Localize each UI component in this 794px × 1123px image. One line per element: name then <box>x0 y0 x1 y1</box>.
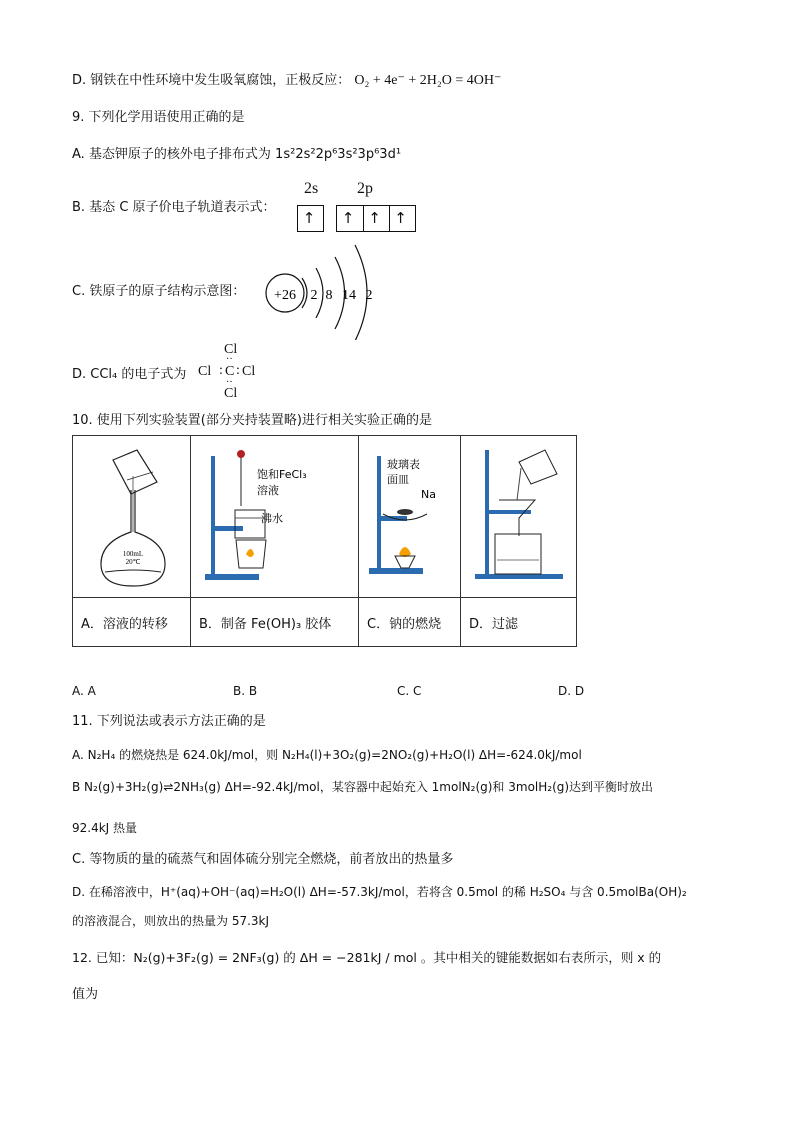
nucleus-charge: +26 <box>274 288 296 303</box>
label-watch-glass-2: 面皿 <box>387 473 409 486</box>
orbital-box-2p <box>336 205 416 232</box>
orbital-2s-label: 2s <box>304 180 319 197</box>
q10-option-d: D. D <box>558 684 585 698</box>
q11-option-d-line1: D. 在稀溶液中，H⁺(aq)+OH⁻(aq)=H₂O(l) ΔH=-57.3kJ/mol，若将含 0.5mol 的稀 H₂SO₄ 与含 0.5molBa(OH)₂ <box>72 885 687 899</box>
experiment-table <box>72 435 577 647</box>
label-watch-glass-1: 玻璃表 <box>387 458 420 471</box>
flask-temp-label: 20℃ <box>125 558 141 566</box>
sodium-combustion-illustration <box>359 436 460 593</box>
q10-option-c: C. C <box>397 684 422 698</box>
q12-stem-line1: 12. 已知：N₂(g)+3F₂(g) = 2NF₃(g) 的 ΔH = −281kJ / mol 。其中相关的键能数据如右表所示，则 x 的 <box>72 950 662 965</box>
q10-option-b: B. B <box>233 684 258 698</box>
q9-option-d-label: D. CCl₄ 的电子式为 <box>72 367 187 382</box>
apparatus-b-cell <box>191 436 359 598</box>
q11-stem: 11. 下列说法或表示方法正确的是 <box>72 714 266 729</box>
apparatus-a-cell <box>73 436 191 598</box>
electron-up-arrow: ↑ <box>363 206 385 231</box>
q11-option-a: A. N₂H₄ 的燃烧热是 624.0kJ/mol，则 N₂H₄(l)+3O₂(g)=2NO₂(g)+H₂O(l) ΔH=-624.0kJ/mol <box>72 748 582 762</box>
apparatus-d-cell <box>461 436 577 598</box>
q9-stem: 9. 下列化学用语使用正确的是 <box>72 110 245 125</box>
shell-electron-count: 8 <box>325 288 333 303</box>
q9-option-b-label: B. 基态 C 原子价电子轨道表示式： <box>72 200 276 215</box>
ccl4-electron-formula: Cl ·· Cl : C : Cl ·· Cl <box>198 342 256 401</box>
apparatus-c-cell <box>359 436 461 598</box>
orbital-box-2s <box>297 205 324 232</box>
q9-option-a: A. 基态钾原子的核外电子排布式为 1s²2s²2p⁶3s²3p⁶3d¹ <box>72 147 402 162</box>
q10-stem: 10. 使用下列实验装置(部分夹持装置略)进行相关实验正确的是 <box>72 413 432 428</box>
shell-electron-count: 14 <box>342 288 356 303</box>
ferric-hydroxide-colloid-illustration <box>191 436 358 593</box>
caption-d: D．过滤 <box>461 598 577 647</box>
q11-option-b-line1: B N₂(g)+3H₂(g)⇌2NH₃(g) ΔH=-92.4kJ/mol，某容器中起始充入 1molN₂(g)和 3molH₂(g)达到平衡时放出 <box>72 780 654 794</box>
q11-option-b-line2: 92.4kJ 热量 <box>72 821 138 835</box>
iron-atom-structure-diagram <box>262 240 382 340</box>
q11-option-d-line2: 的溶液混合，则放出的热量为 57.3kJ <box>72 914 270 928</box>
q11-option-c: C. 等物质的量的硫蒸气和固体硫分别完全燃烧，前者放出的热量多 <box>72 852 454 867</box>
label-solution: 溶液 <box>257 484 279 497</box>
electron-up-arrow: ↑ <box>389 206 411 231</box>
q12-stem-line2: 值为 <box>72 987 99 1002</box>
label-na: Na <box>421 488 436 501</box>
electron-up-arrow: ↑ <box>302 209 316 227</box>
q8-option-d: D. 钢铁在中性环境中发生吸氧腐蚀，正极反应： O₂ + 4e⁻ + 2H₂O = 4OH⁻ <box>72 73 502 88</box>
shell-electron-count: 2 <box>365 288 373 303</box>
caption-c: C．钠的燃烧 <box>359 598 461 647</box>
caption-b: B．制备 Fe(OH)₃ 胶体 <box>191 598 359 647</box>
q10-option-a: A. A <box>72 684 96 698</box>
shell-electron-count: 2 <box>310 288 318 303</box>
q9-option-c-label: C. 铁原子的原子结构示意图： <box>72 284 246 299</box>
label-saturated-fecl3: 饱和FeCl₃ <box>257 468 307 481</box>
caption-a: A．溶液的转移 <box>73 598 191 647</box>
filtration-illustration <box>461 436 576 593</box>
label-boiling-water: 沸水 <box>261 512 283 525</box>
flask-volume-label: 100mL <box>122 550 144 558</box>
orbital-2p-label: 2p <box>357 180 373 197</box>
volumetric-flask-transfer-illustration <box>73 436 190 593</box>
electron-up-arrow: ↑ <box>341 209 355 227</box>
